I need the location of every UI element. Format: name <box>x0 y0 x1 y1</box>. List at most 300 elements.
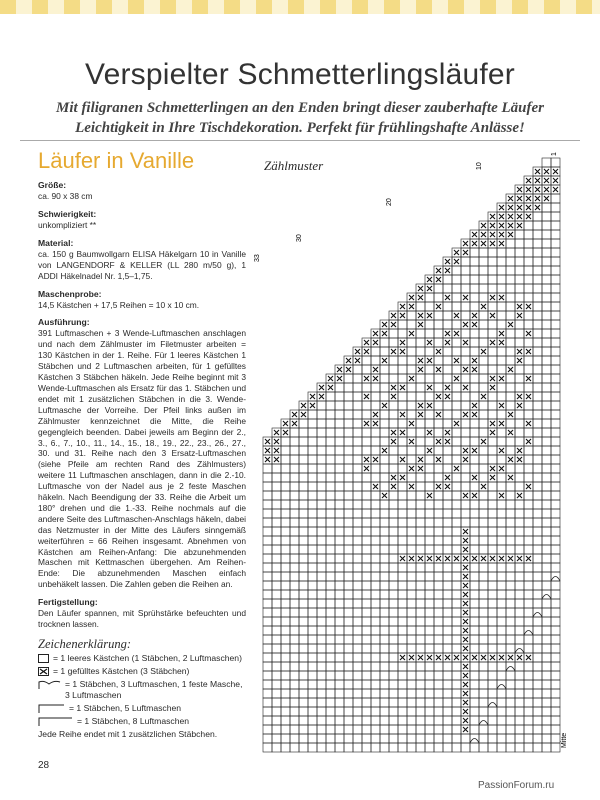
filled-mark <box>436 457 441 462</box>
chart-cell <box>344 509 353 518</box>
chart-cell <box>551 293 560 302</box>
chart-cell <box>506 635 515 644</box>
filled-mark <box>499 241 504 246</box>
chart-cell <box>524 365 533 374</box>
chart-cell <box>290 608 299 617</box>
chart-cell <box>425 536 434 545</box>
chart-cell <box>407 716 416 725</box>
filled-mark <box>427 313 432 318</box>
chart-cell <box>344 518 353 527</box>
chart-cell <box>479 608 488 617</box>
chart-cell <box>515 608 524 617</box>
chart-cell <box>290 599 299 608</box>
instructions-column <box>38 148 246 740</box>
chart-cell <box>326 473 335 482</box>
chart-cell <box>371 473 380 482</box>
chart-cell <box>317 500 326 509</box>
chart-cell <box>479 464 488 473</box>
chart-cell <box>533 275 542 284</box>
chart-cell <box>443 284 452 293</box>
filled-mark <box>463 592 468 597</box>
chart-cell <box>551 446 560 455</box>
chart-cell <box>317 482 326 491</box>
chart-cell <box>425 689 434 698</box>
chart-cell <box>488 302 497 311</box>
chart-cell <box>407 572 416 581</box>
chart-cell <box>353 662 362 671</box>
chart-cell <box>317 626 326 635</box>
filled-mark <box>391 313 396 318</box>
chart-cell <box>551 203 560 212</box>
chart-cell <box>542 689 551 698</box>
chart-cell <box>326 419 335 428</box>
filled-mark <box>508 655 513 660</box>
chart-cell <box>335 455 344 464</box>
chart-cell <box>299 545 308 554</box>
filled-mark <box>517 196 522 201</box>
chart-cell <box>452 293 461 302</box>
chart-cell <box>488 500 497 509</box>
filled-mark <box>517 448 522 453</box>
chart-cell <box>380 338 389 347</box>
chart-cell <box>515 320 524 329</box>
filled-mark <box>445 484 450 489</box>
section-text: ca. 90 x 38 cm <box>38 191 93 201</box>
chart-cell <box>452 590 461 599</box>
filled-mark <box>364 457 369 462</box>
chart-cell <box>497 545 506 554</box>
chart-cell <box>326 563 335 572</box>
chart-cell <box>263 734 272 743</box>
chart-cell <box>452 518 461 527</box>
chart-cell <box>524 671 533 680</box>
legend-item <box>38 703 246 714</box>
chart-cell <box>425 473 434 482</box>
chart-cell <box>506 419 515 428</box>
chart-cell <box>317 599 326 608</box>
chart-cell <box>488 509 497 518</box>
chart-cell <box>524 599 533 608</box>
chart-cell <box>272 545 281 554</box>
chart-cell <box>371 743 380 752</box>
chart-cell <box>506 482 515 491</box>
chart-cell <box>335 626 344 635</box>
chart-cell <box>434 743 443 752</box>
filled-mark <box>508 214 513 219</box>
filled-mark <box>418 286 423 291</box>
chart-cell <box>317 707 326 716</box>
chart-cell <box>362 401 371 410</box>
chart-cell <box>434 446 443 455</box>
chart-cell <box>542 554 551 563</box>
chart-cell <box>506 698 515 707</box>
chart-cell <box>551 689 560 698</box>
filled-mark <box>463 538 468 543</box>
chart-cell <box>299 428 308 437</box>
filled-mark <box>490 556 495 561</box>
filled-mark <box>499 655 504 660</box>
chart-cell <box>389 527 398 536</box>
chart-cell <box>434 581 443 590</box>
chart-cell <box>551 437 560 446</box>
filled-mark <box>346 358 351 363</box>
chart-cell <box>452 635 461 644</box>
chart-cell <box>407 491 416 500</box>
filled-mark <box>508 205 513 210</box>
chart-cell <box>299 716 308 725</box>
chart-cell <box>461 482 470 491</box>
chart-cell <box>389 491 398 500</box>
filled-mark <box>508 412 513 417</box>
chart-cell <box>443 446 452 455</box>
chart-cell <box>398 698 407 707</box>
filled-mark <box>481 223 486 228</box>
chart-cell <box>398 734 407 743</box>
chart-cell <box>434 527 443 536</box>
filled-mark <box>517 403 522 408</box>
chart-cell <box>281 446 290 455</box>
chart-cell <box>533 509 542 518</box>
chart-cell <box>506 446 515 455</box>
chart-cell <box>416 662 425 671</box>
chart-cell <box>533 698 542 707</box>
chart-cell <box>434 329 443 338</box>
chart-cell <box>425 527 434 536</box>
chart-cell <box>344 383 353 392</box>
chart-cell <box>371 401 380 410</box>
chart-cell <box>461 356 470 365</box>
chart-cell <box>425 743 434 752</box>
chart-cell <box>353 401 362 410</box>
chart-cell <box>425 302 434 311</box>
chart-cell <box>470 293 479 302</box>
chart-cell <box>263 491 272 500</box>
chart-cell <box>308 698 317 707</box>
chart-cell <box>461 734 470 743</box>
page-number: 28 <box>38 760 50 771</box>
filled-mark <box>463 691 468 696</box>
chart-cell <box>335 698 344 707</box>
chart-cell <box>533 635 542 644</box>
chart-cell <box>398 599 407 608</box>
filled-mark <box>535 187 540 192</box>
chart-cell <box>488 536 497 545</box>
chart-cell <box>542 221 551 230</box>
chart-cell <box>488 401 497 410</box>
filled-mark <box>427 385 432 390</box>
chart-cell <box>299 662 308 671</box>
section-text: ca. 150 g Baumwollgarn ELISA Häkelgarn 10 in Vanille von LANGENDORF & KELLER (LL 280 m/50 g), 1 ADDI Häkelnadel Nr. 1,5–1,75. <box>38 248 246 281</box>
chart-cell <box>290 635 299 644</box>
chart-cell <box>308 707 317 716</box>
chart-cell <box>533 671 542 680</box>
filled-mark <box>499 331 504 336</box>
arc-mark <box>551 577 560 582</box>
chart-cell <box>461 473 470 482</box>
chart-cell <box>362 689 371 698</box>
chart-cell <box>371 392 380 401</box>
chart-cell <box>551 536 560 545</box>
chart-cell <box>452 617 461 626</box>
chart-cell <box>515 572 524 581</box>
chart-cell <box>551 644 560 653</box>
chart-cell <box>551 590 560 599</box>
chart-cell <box>281 617 290 626</box>
chart-cell <box>506 500 515 509</box>
chart-cell <box>533 500 542 509</box>
filled-mark <box>463 295 468 300</box>
chart-cell <box>542 284 551 293</box>
chart-cell <box>308 572 317 581</box>
filled-mark <box>265 448 270 453</box>
chart-cell <box>506 509 515 518</box>
chart-cell <box>272 527 281 536</box>
chart-cell <box>326 545 335 554</box>
chart-cell <box>551 527 560 536</box>
filled-mark <box>526 484 531 489</box>
filled-mark <box>274 457 279 462</box>
chart-cell <box>452 302 461 311</box>
chart-cell <box>542 410 551 419</box>
chart-cell <box>434 419 443 428</box>
chart-cell <box>551 419 560 428</box>
chart-cell <box>524 464 533 473</box>
chart-cell <box>317 617 326 626</box>
chart-cell <box>542 734 551 743</box>
chart-cell <box>425 509 434 518</box>
filled-mark <box>463 322 468 327</box>
chart-cell <box>362 626 371 635</box>
chart-cell <box>542 356 551 365</box>
chart-cell <box>407 446 416 455</box>
chart-cell <box>344 464 353 473</box>
filled-mark <box>526 304 531 309</box>
chart-cell <box>488 716 497 725</box>
chart-cell <box>551 653 560 662</box>
chart-cell <box>542 608 551 617</box>
filled-mark <box>418 358 423 363</box>
chart-cell <box>335 734 344 743</box>
chart-cell <box>542 266 551 275</box>
chart-cell <box>443 662 452 671</box>
chart-cell <box>551 158 560 167</box>
chart-cell <box>533 680 542 689</box>
chart-cell <box>272 617 281 626</box>
chart-cell <box>317 734 326 743</box>
filled-mark <box>508 322 513 327</box>
filled-mark <box>472 475 477 480</box>
chart-cell <box>407 644 416 653</box>
chart-cell <box>263 464 272 473</box>
filled-mark <box>364 394 369 399</box>
chart-cell <box>434 689 443 698</box>
chart-cell <box>326 698 335 707</box>
chart-cell <box>398 689 407 698</box>
filled-mark <box>409 295 414 300</box>
arc-mark <box>506 667 515 672</box>
chart-cell <box>263 563 272 572</box>
chart-cell <box>524 455 533 464</box>
chart-cell <box>308 437 317 446</box>
chart-cell <box>425 437 434 446</box>
chart-cell <box>488 644 497 653</box>
chart-cell <box>407 338 416 347</box>
chart-cell <box>371 545 380 554</box>
chart-cell <box>470 329 479 338</box>
chart-cell <box>461 743 470 752</box>
chart-cell <box>542 446 551 455</box>
filled-mark <box>553 169 558 174</box>
section-heading: Ausführung: <box>38 317 90 328</box>
chart-cell <box>506 725 515 734</box>
chart-cell <box>317 419 326 428</box>
chart-cell <box>308 599 317 608</box>
chart-cell <box>398 518 407 527</box>
chart-cell <box>398 392 407 401</box>
chart-cell <box>434 374 443 383</box>
filled-mark <box>472 493 477 498</box>
chart-cell <box>353 545 362 554</box>
chart-cell <box>434 563 443 572</box>
chart-cell <box>281 734 290 743</box>
chart-cell <box>398 320 407 329</box>
chart-cell <box>515 464 524 473</box>
chart-cell <box>398 581 407 590</box>
chart-cell <box>479 527 488 536</box>
chart-cell <box>290 554 299 563</box>
chart-cell <box>272 599 281 608</box>
chart-cell <box>425 680 434 689</box>
extra-wide-bracket-icon <box>38 717 74 727</box>
chart-cell <box>353 644 362 653</box>
chart-cell <box>416 626 425 635</box>
chart-cell <box>272 608 281 617</box>
chart-cell <box>524 635 533 644</box>
chart-cell <box>533 437 542 446</box>
filled-mark <box>481 484 486 489</box>
chart-cell <box>272 743 281 752</box>
chart-cell <box>299 743 308 752</box>
chart-cell <box>533 599 542 608</box>
chart-cell <box>398 725 407 734</box>
section-heading: Schwierigkeit: <box>38 208 97 219</box>
filled-mark <box>553 187 558 192</box>
filled-mark <box>400 556 405 561</box>
chart-cell <box>407 365 416 374</box>
chart-cell <box>335 563 344 572</box>
chart-cell <box>479 536 488 545</box>
chart-cell <box>479 590 488 599</box>
chart-cell <box>299 572 308 581</box>
chart-cell <box>515 527 524 536</box>
legend-item <box>38 716 246 727</box>
chart-cell <box>263 743 272 752</box>
chart-cell <box>308 626 317 635</box>
chart-cell <box>551 509 560 518</box>
chart-cell <box>326 716 335 725</box>
chart-cell <box>326 428 335 437</box>
chart-cell <box>542 743 551 752</box>
chart-cell <box>362 707 371 716</box>
chart-cell <box>371 644 380 653</box>
chart-cell <box>398 419 407 428</box>
chart-cell <box>488 617 497 626</box>
chart-cell <box>344 716 353 725</box>
chart-cell <box>443 581 452 590</box>
filled-mark <box>319 385 324 390</box>
filled-mark <box>463 610 468 615</box>
chart-cell <box>290 644 299 653</box>
chart-cell <box>353 455 362 464</box>
chart-cell <box>389 680 398 689</box>
filled-mark <box>463 664 468 669</box>
chart-cell <box>308 581 317 590</box>
chart-cell <box>398 545 407 554</box>
chart-cell <box>299 671 308 680</box>
chart-cell <box>344 446 353 455</box>
filled-mark <box>274 430 279 435</box>
chart-cell <box>434 617 443 626</box>
chart-cell <box>416 374 425 383</box>
chart-cell <box>434 635 443 644</box>
chart-cell <box>380 725 389 734</box>
chart-cell <box>272 509 281 518</box>
filled-mark <box>490 385 495 390</box>
chart-cell <box>362 500 371 509</box>
chart-cell <box>461 311 470 320</box>
filled-mark <box>499 421 504 426</box>
filled-mark <box>427 340 432 345</box>
chart-cell <box>551 707 560 716</box>
chart-cell <box>524 491 533 500</box>
chart-cell <box>497 698 506 707</box>
filled-mark <box>445 259 450 264</box>
chart-cell <box>452 284 461 293</box>
chart-cell <box>371 437 380 446</box>
chart-cell <box>533 725 542 734</box>
filled-mark <box>526 187 531 192</box>
chart-cell <box>470 608 479 617</box>
filled-mark <box>454 250 459 255</box>
chart-cell <box>362 617 371 626</box>
chart-cell <box>407 581 416 590</box>
legend-text: = 1 gefülltes Kästchen (3 Stäbchen) <box>53 666 190 676</box>
arc-mark <box>524 631 533 636</box>
chart-cell <box>335 437 344 446</box>
chart-cell <box>479 293 488 302</box>
chart-cell <box>488 689 497 698</box>
chart-cell <box>326 491 335 500</box>
chart-cell <box>497 536 506 545</box>
chart-cell <box>398 572 407 581</box>
chart-cell <box>551 239 560 248</box>
legend-text: = 1 Stäbchen, 8 Luftmaschen <box>77 716 190 726</box>
chart-cell <box>551 329 560 338</box>
filled-mark <box>400 655 405 660</box>
chart-cell <box>380 572 389 581</box>
chart-cell <box>335 473 344 482</box>
chart-cell <box>542 653 551 662</box>
chart-cell <box>488 572 497 581</box>
chart-cell <box>326 455 335 464</box>
chart-cell <box>497 734 506 743</box>
filled-mark <box>436 367 441 372</box>
chart-cell <box>461 518 470 527</box>
chart-cell <box>272 554 281 563</box>
chart-cell <box>290 527 299 536</box>
chart-cell <box>380 536 389 545</box>
chart-cell <box>425 725 434 734</box>
